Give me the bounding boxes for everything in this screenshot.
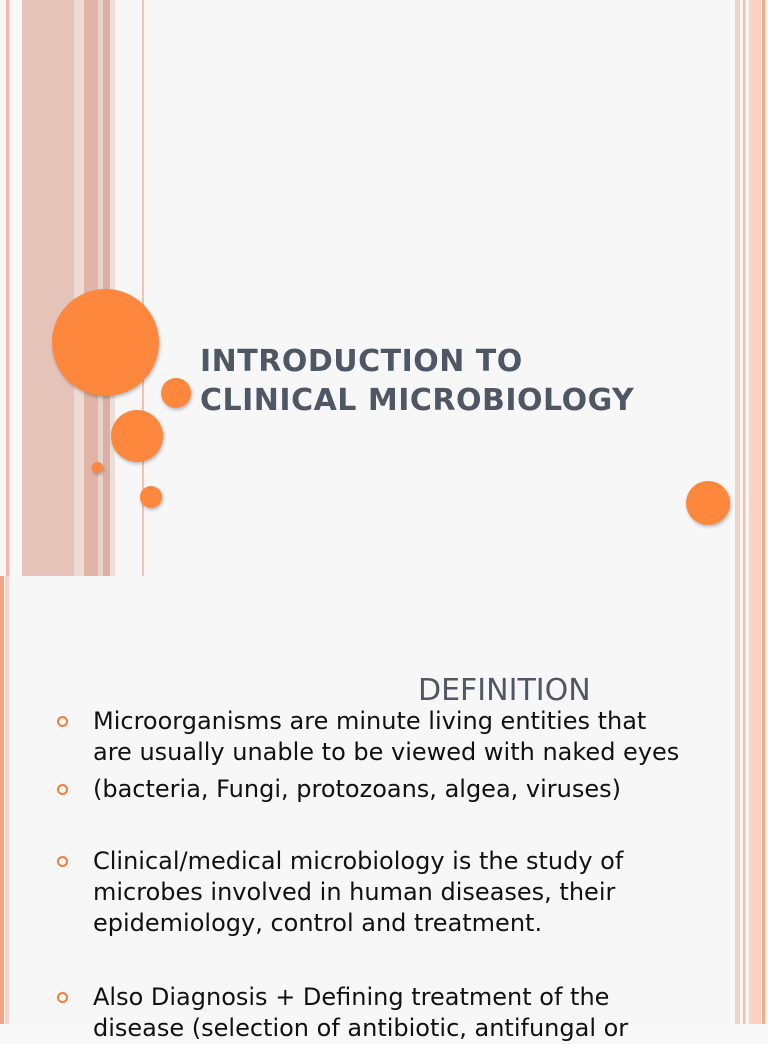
- bullet-circle-icon: [57, 992, 68, 1003]
- decor-circle: [140, 486, 162, 508]
- decor-stripe: [103, 0, 110, 576]
- bullet-line: disease (selection of antibiotic, antifungal or: [93, 1014, 629, 1042]
- bullet-circle-icon: [57, 856, 68, 867]
- bullet-line: Also Diagnosis + Defining treatment of the: [93, 983, 610, 1011]
- title-line: CLINICAL MICROBIOLOGY: [200, 383, 635, 418]
- list-item: [55, 982, 745, 1044]
- title-line: INTRODUCTION TO: [200, 344, 523, 379]
- slide-title: [200, 342, 634, 420]
- slide-heading: DEFINITION: [418, 673, 591, 708]
- decor-circle: [92, 462, 103, 473]
- decor-circle: [52, 289, 159, 396]
- bullet-list: [55, 706, 745, 1044]
- bullet-line: microbes involved in human diseases, their: [93, 878, 616, 906]
- bullet-line: epidemiology, control and treatment.: [93, 909, 543, 937]
- list-item: [55, 774, 745, 805]
- decor-stripe: [749, 576, 761, 1024]
- list-item: [55, 846, 745, 939]
- definition-slide: [0, 576, 768, 1042]
- decor-stripe: [84, 0, 98, 576]
- decor-stripe: [5, 576, 9, 1024]
- bullet-line: Clinical/medical microbiology is the study of: [93, 847, 624, 875]
- decor-stripe: [762, 0, 765, 576]
- decor-stripe: [110, 0, 115, 576]
- bullet-circle-icon: [57, 716, 68, 727]
- decor-stripe: [22, 0, 74, 576]
- bullet-line: (bacteria, Fungi, protozoans, algea, viruses): [93, 775, 621, 803]
- bullet-line: are usually unable to be viewed with naked eyes: [93, 738, 680, 766]
- decor-stripe: [743, 0, 745, 576]
- decor-stripe: [749, 0, 761, 576]
- bullet-line: Microorganisms are minute living entities that: [93, 707, 647, 735]
- decor-stripe: [735, 0, 740, 576]
- list-item: [55, 706, 745, 768]
- decor-stripe: [6, 0, 9, 576]
- bullet-circle-icon: [57, 784, 68, 795]
- decor-circle: [111, 410, 163, 462]
- decor-circle: [686, 481, 730, 525]
- decor-stripe: [762, 576, 765, 1024]
- decor-stripe: [0, 576, 4, 1024]
- decor-circle: [161, 378, 191, 408]
- decor-stripe: [74, 0, 84, 576]
